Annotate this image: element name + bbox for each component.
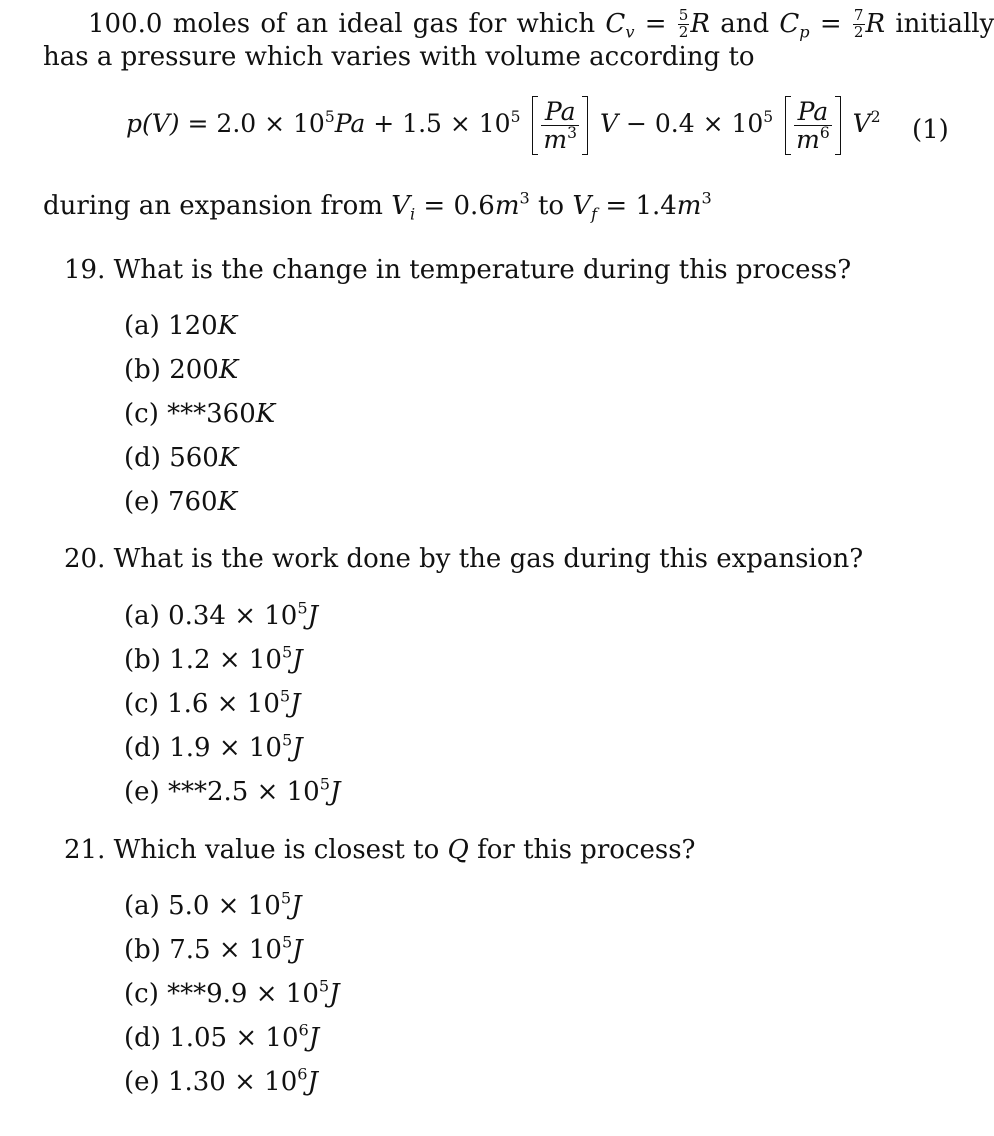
question-19: [64, 257, 851, 283]
volume-var-2: $V^2$: [852, 107, 881, 138]
intro-line-2: has a pressure which varies with volume according to: [43, 42, 755, 72]
pressure-equation: $p(V) = 2.0 \times 10^5Pa + 1.5 \times 10^5$ $\frac{Pa}{m^3}$ $V - 0.4 \times 10^5$ $\frac{Pa}{m^6}$ $V^2$: [126, 97, 881, 154]
q20-option-d: (d) $1.9 \times 10^5J$: [124, 730, 303, 763]
q20-option-c: (c) $1.6 \times 10^5J$: [124, 686, 301, 719]
vf-symbol: $V_f$: [572, 191, 598, 224]
question-21: [64, 837, 695, 863]
q21-option-d: (d) $1.05 \times 10^6J$: [124, 1020, 320, 1053]
question-text: What is the change in temperature during this process?: [113, 255, 852, 285]
r-symbol-2: R: [865, 9, 886, 40]
intro-text: moles of an ideal gas for which: [172, 9, 596, 40]
equation-number: (1): [912, 115, 949, 145]
r-symbol-1: R: [690, 9, 710, 40]
intro-line-1: 100.0 moles of an ideal gas for which $C_v$ = $\frac{5}{2}$ R and $C_p$ = $\frac{7}{2}$ R initially: [88, 6, 994, 42]
volume-var-1: V: [599, 109, 619, 138]
question-number: 20.: [64, 544, 106, 574]
q21-option-c: (c) $***9.9 \times 10^5J$: [124, 976, 340, 1009]
cv-symbol: $C_v$: [605, 9, 635, 42]
question-number: 21.: [64, 835, 106, 865]
unit-pa-per-m6: $\frac{Pa}{m^6}$: [785, 98, 841, 153]
term-quadratic-coeff: $0.4 \times 10^5$: [654, 107, 774, 138]
term-constant: $2.0 \times 10^5Pa$: [216, 107, 366, 138]
equation-lhs: p(V): [126, 109, 180, 138]
q21-option-e: (e) $1.30 \times 10^6J$: [124, 1064, 318, 1097]
unit-pa-per-m3: $\frac{Pa}{m^3}$: [532, 98, 588, 153]
moles-value: 100.0: [88, 9, 163, 40]
cp-symbol: $C_p$: [779, 9, 810, 42]
cp-fraction: $\frac{7}{2}$: [853, 6, 864, 41]
question-text: What is the work done by the gas during this expansion?: [113, 544, 864, 574]
q19-option-d: (d) 560K: [124, 443, 239, 473]
q20-option-a: (a) $0.34 \times 10^5J$: [124, 598, 319, 631]
heat-symbol: Q: [447, 835, 469, 865]
q20-option-e: (e) $***2.5 \times 10^5J$: [124, 774, 341, 807]
q20-option-b: (b) $1.2 \times 10^5J$: [124, 642, 303, 675]
q21-option-a: (a) $5.0 \times 10^5J$: [124, 888, 302, 921]
q19-option-e: (e) 760K: [124, 487, 238, 517]
initially-word: initially: [895, 9, 994, 40]
question-20: [64, 546, 863, 572]
q21-option-b: (b) $7.5 \times 10^5J$: [124, 932, 303, 965]
question-text-before: Which value is closest to: [113, 835, 440, 865]
q19-option-c: (c) ***360K: [124, 399, 276, 429]
vi-symbol: $V_i$: [391, 191, 416, 224]
term-linear-coeff: $1.5 \times 10^5$: [402, 107, 521, 138]
question-number: 19.: [64, 255, 106, 285]
expansion-line: during an expansion from $V_i = 0.6m^3$ to $V_f = 1.4m^3$: [43, 188, 712, 224]
question-text-after: for this process?: [477, 835, 696, 865]
and-word: and: [720, 9, 770, 40]
q19-option-b: (b) 200K: [124, 355, 239, 385]
cv-fraction: $\frac{5}{2}$: [678, 6, 689, 41]
q19-option-a: (a) 120K: [124, 311, 238, 341]
